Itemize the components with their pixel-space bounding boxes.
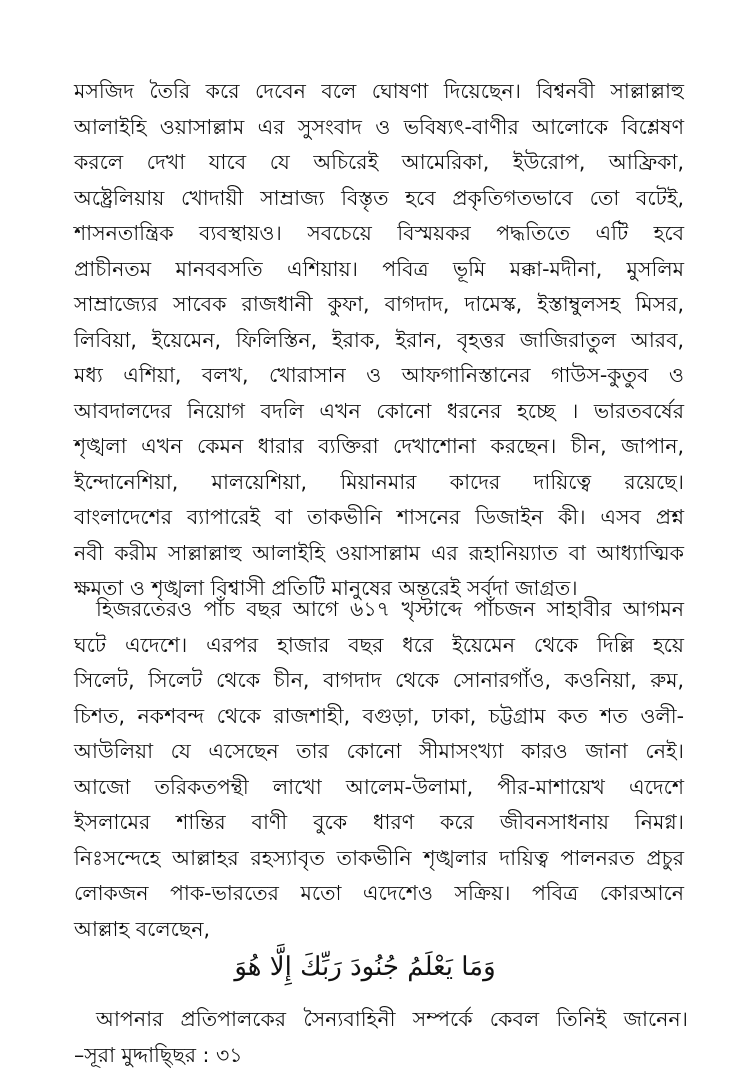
paragraph-1-line: আবদালদের নিয়োগ বদলি এখন কোনো ধরনের হচ্ছে । ভারতবর্ষের — [74, 398, 684, 423]
paragraph-2-line: চিশত, নকশবন্দ থেকে রাজশাহী, বগুড়া, ঢাকা, চট্টগ্রাম কত শত ওলী- — [74, 703, 684, 728]
paragraph-2-line: আজো তরিকতপন্থী লাখো আলেম-উলামা, পীর-মাশায়েখ এদেশে — [74, 774, 684, 799]
verse-translation: আপনার প্রতিপালকের সৈন্যবাহিনী সম্পর্কে কেবল তিনিই জানেন। — [96, 1007, 688, 1031]
verse-citation: –সূরা মুদ্দাছ্ছির : ৩১ — [74, 1043, 243, 1067]
paragraph-2-line: সিলেট, সিলেট থেকে চীন, বাগদাদ থেকে সোনারগাঁও, কওনিয়া, রুম, — [74, 668, 684, 692]
paragraph-1-line: অষ্ট্রেলিয়ায় খোদায়ী সাম্রাজ্য বিস্তৃত হবে প্রকৃতিগতভাবে তো বটেই, — [74, 185, 684, 210]
paragraph-1-line: বাংলাদেশের ব্যাপারেই বা তাকভীনি শাসনের ডিজাইন কী। এসব প্রশ্ন — [74, 505, 684, 529]
paragraph-1-line: প্রাচীনতম মানববসতি এশিয়ায়। পবিত্র ভূমি মক্কা-মদীনা, মুসলিম — [74, 256, 684, 281]
paragraph-2-line: লোকজন পাক-ভারতের মতো এদেশেও সক্রিয়। পবিত্র কোরআনে — [74, 881, 684, 905]
paragraph-1-line: শাসনতান্ত্রিক ব্যবস্থায়ও। সবচেয়ে বিস্ময়কর পদ্ধতিতে এটি হবে — [74, 221, 684, 245]
paragraph-1-line: ইন্দোনেশিয়া, মালয়েশিয়া, মিয়ানমার কাদের দায়িত্বে রয়েছে। — [74, 469, 684, 494]
paragraph-1-line: মধ্য এশিয়া, বলখ, খোরাসান ও আফগানিস্তানের গাউস-কুতুব ও — [74, 363, 684, 387]
paragraph-2-line: আল্লাহ বলেছেন, — [74, 916, 211, 941]
paragraph-1 — [74, 74, 684, 607]
paragraph-2-line: ঘটে এদেশে। এরপর হাজার বছর ধরে ইয়েমেন থেকে দিল্লি হয়ে — [74, 632, 684, 657]
paragraph-1-line: লিবিয়া, ইয়েমেন, ফিলিস্তিন, ইরাক, ইরান, বৃহত্তর জাজিরাতুল আরব, — [74, 327, 684, 352]
paragraph-2 — [74, 592, 684, 947]
paragraph-1-line: শৃঙ্খলা এখন কেমন ধারার ব্যক্তিরা দেখাশোনা করছেন। চীন, জাপান, — [74, 434, 684, 458]
paragraph-1-line: আলাইহি ওয়াসাল্লাম এর সুসংবাদ ও ভবিষ্যৎ-বাণীর আলোকে বিশ্লেষণ — [74, 114, 684, 139]
paragraph-1-line: ক্ষমতা ও শৃঙ্খলা বিশ্বাসী প্রতিটি মানুষের অন্তরেই সর্বদা জাগ্রত। — [74, 576, 578, 600]
paragraph-2-line: নিঃসন্দেহে আল্লাহর রহস্যাবৃত তাকভীনি শৃঙ্খলার দায়িত্ব পালনরত প্রচুর — [74, 845, 684, 870]
paragraph-2-line: আউলিয়া যে এসেছেন তার কোনো সীমাসংখ্যা কারও জানা নেই। — [74, 739, 684, 763]
paragraph-1-line: করলে দেখা যাবে যে অচিরেই আমেরিকা, ইউরোপ, আফ্রিকা, — [74, 150, 684, 174]
paragraph-1-line: মসজিদ তৈরি করে দেবেন বলে ঘোষণা দিয়েছেন। বিশ্বনবী সাল্লাল্লাহু — [74, 79, 684, 103]
arabic-verse: وَمَا يَعْلَمُ جُنُودَ رَبِّكَ إِلَّا هُوَ — [234, 952, 496, 982]
paragraph-2-line: ইসলামের শান্তির বাণী বুকে ধারণ করে জীবনসাধনায় নিমগ্ন। — [74, 810, 684, 834]
paragraph-1-line: নবী করীম সাল্লাল্লাহু আলাইহি ওয়াসাল্লাম এর রূহানিয়্যাত বা আধ্যাত্মিক — [74, 540, 684, 565]
paragraph-1-line: সাম্রাজ্যের সাবেক রাজধানী কুফা, বাগদাদ, দামেস্ক, ইস্তাম্বুলসহ মিসর, — [74, 292, 684, 316]
paragraph-2-line: হিজরতেরও পাঁচ বছর আগে ৬১৭ খৃস্টাব্দে পাঁচজন সাহাবীর আগমন — [96, 597, 684, 621]
